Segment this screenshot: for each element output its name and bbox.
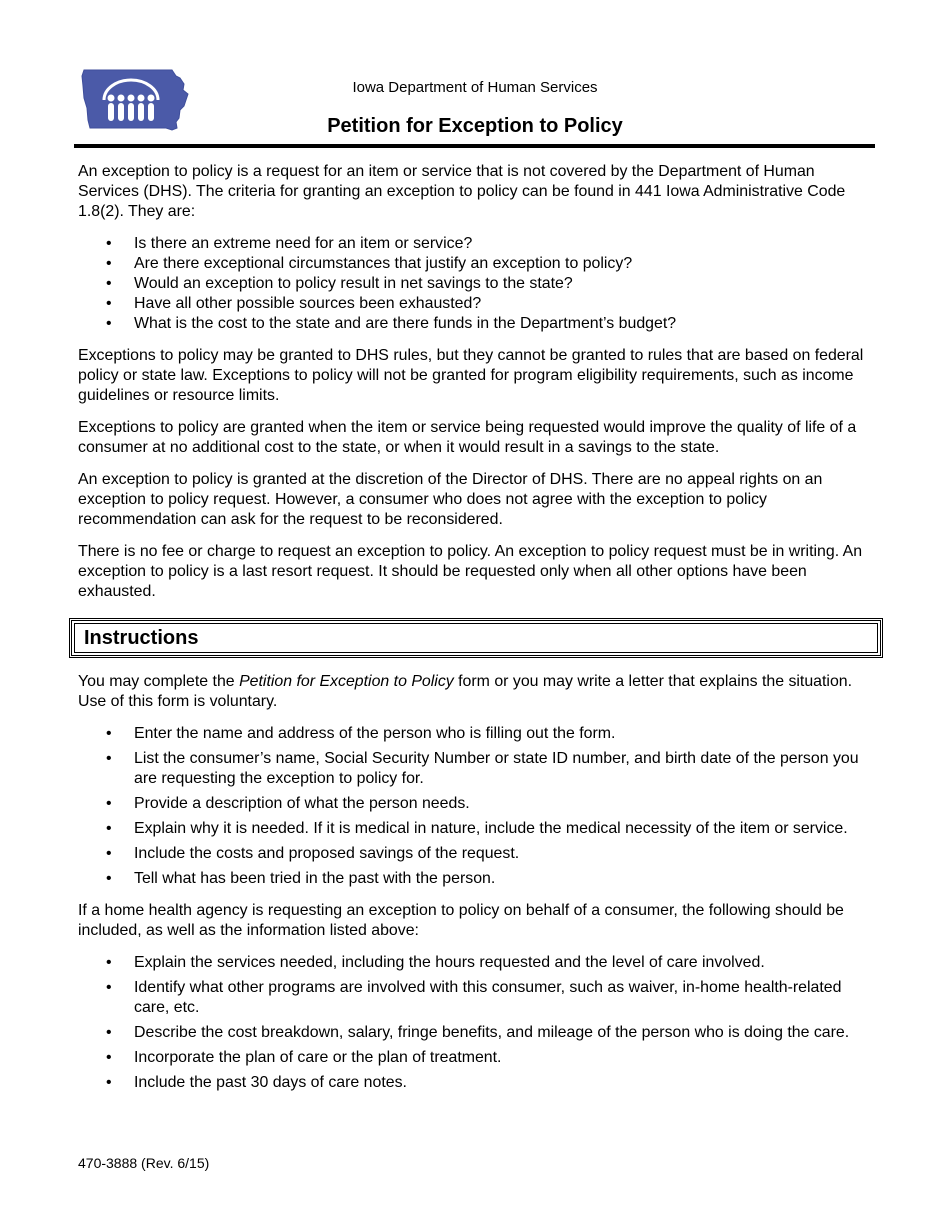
list-item: • Are there exceptional circumstances that justify an exception to policy?: [78, 254, 874, 274]
list-item: • Enter the name and address of the person who is filling out the form.: [78, 724, 874, 744]
paragraph: Exceptions to policy are granted when the item or service being requested would improve the quality of life of a consumer at no additional cost to the state, or when it would result in a savings to the state.: [78, 419, 857, 456]
list-item: • Describe the cost breakdown, salary, fringe benefits, and mileage of the person who is doing the care.: [78, 1023, 874, 1043]
page-title: Petition for Exception to Policy: [327, 115, 623, 137]
paragraph: Exceptions to policy may be granted to DHS rules, but they cannot be granted to rules that are based on federal policy or state law. Exceptions to policy will not be granted for program eligibility requirements, such as income guidelines or resource limits.: [78, 347, 864, 404]
paragraph: An exception to policy is granted at the discretion of the Director of DHS. There are no appeal rights on an exception to policy request. However, a consumer who does not agree with the exception to policy recommendation can ask for the request to be reconsidered.: [78, 471, 823, 528]
criteria-list: [78, 234, 874, 334]
list-item: • Would an exception to policy result in net savings to the state?: [78, 274, 874, 294]
list-item: • Include the costs and proposed savings of the request.: [78, 844, 874, 864]
paragraph: There is no fee or charge to request an exception to policy. An exception to policy request must be in writing. An exception to policy is a last resort request. It should be requested only when all other options have been exhausted.: [78, 543, 863, 600]
form-number: 470-3888 (Rev. 6/15): [78, 1155, 210, 1171]
instructions-heading: Instructions: [69, 618, 883, 658]
title-rule: [74, 144, 875, 148]
agency-name: Iowa Department of Human Services: [352, 79, 598, 96]
list-item: • Provide a description of what the person needs.: [78, 794, 874, 814]
intro-paragraph: An exception to policy is a request for an item or service that is not covered by the Department of Human Services (DHS). The criteria for granting an exception to policy can be found in 441 Iowa Administrative Code 1.8(2). They are:: [78, 163, 846, 220]
list-item: • Is there an extreme need for an item or service?: [78, 234, 874, 254]
document-body: [78, 162, 874, 1105]
list-item: • List the consumer’s name, Social Security Number or state ID number, and birth date of the person you are requesting the exception to policy for.: [78, 749, 874, 789]
list-item: • What is the cost to the state and are there funds in the Department’s budget?: [78, 314, 874, 334]
instructions-intro-prefix: You may complete the: [78, 673, 240, 690]
form-name: Petition for Exception to Policy: [239, 673, 454, 690]
list-item: • Tell what has been tried in the past with the person.: [78, 869, 874, 889]
list-item: • Identify what other programs are involved with this consumer, such as waiver, in-home health-related care, etc.: [78, 978, 874, 1018]
list-item: • Include the past 30 days of care notes.: [78, 1073, 874, 1093]
agency-list: [78, 953, 874, 1093]
agency-paragraph: If a home health agency is requesting an exception to policy on behalf of a consumer, the following should be included, as well as the information listed above:: [78, 902, 844, 939]
list-item: • Explain why it is needed. If it is medical in nature, include the medical necessity of the item or service.: [78, 819, 874, 839]
list-item: • Explain the services needed, including the hours requested and the level of care involved.: [78, 953, 874, 973]
instructions-intro: [78, 672, 874, 712]
instructions-list: [78, 724, 874, 889]
list-item: • Incorporate the plan of care or the plan of treatment.: [78, 1048, 874, 1068]
instructions-intro-suffix: form or you may write a letter that explains the situation. Use of this form is voluntary.: [78, 673, 853, 710]
list-item: • Have all other possible sources been exhausted?: [78, 294, 874, 314]
